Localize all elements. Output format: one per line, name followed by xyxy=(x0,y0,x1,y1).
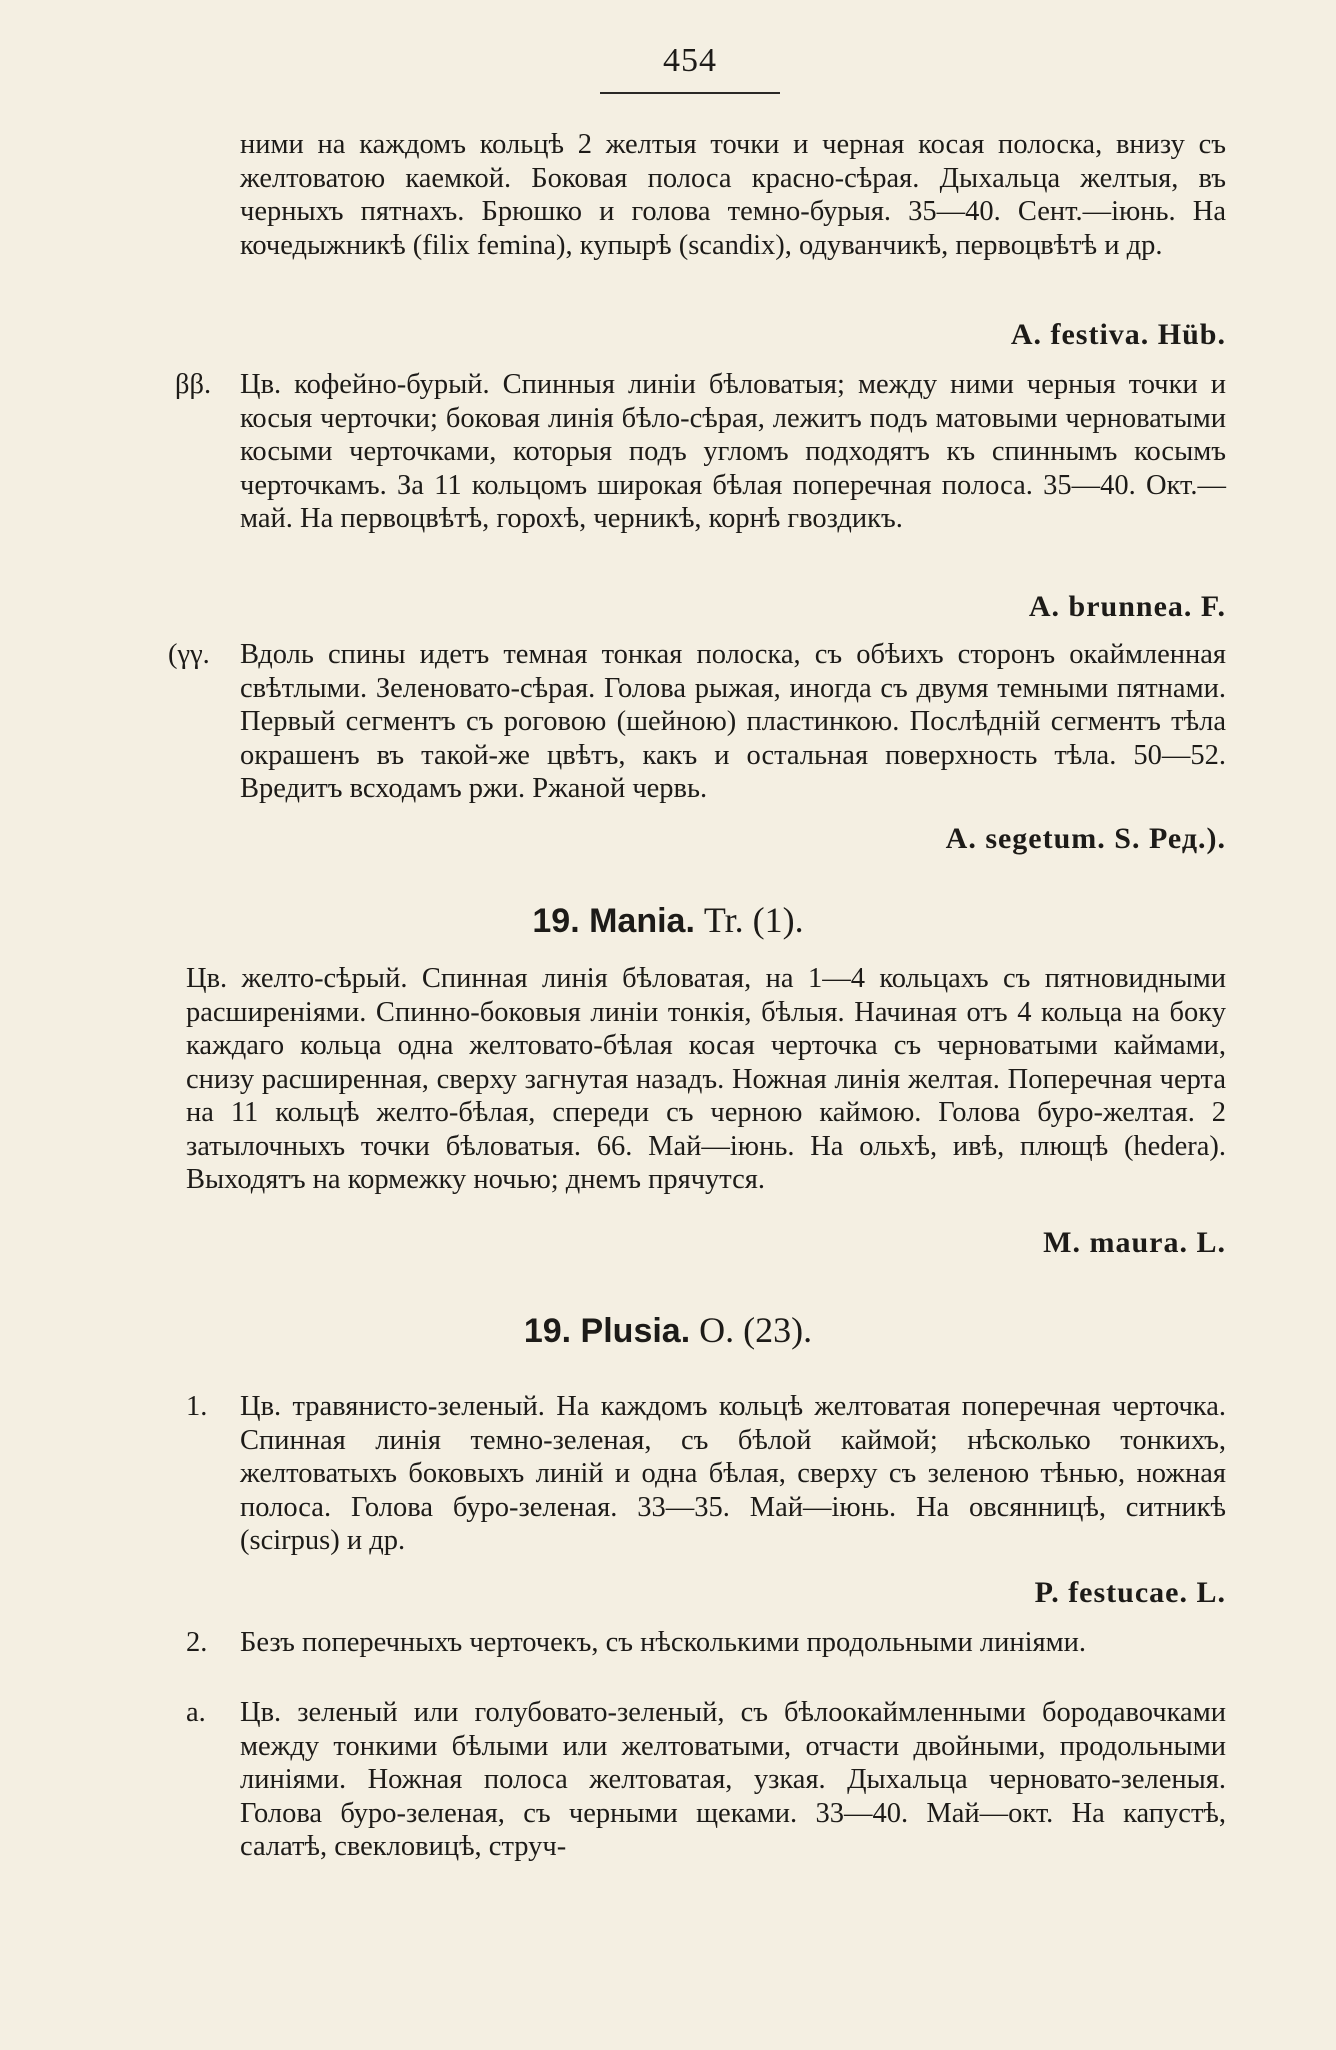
genus-author-count: Tr. (1). xyxy=(703,900,804,940)
paragraph-festucae: Цв. травянисто-зеленый. На каждомъ кольцѣ желтоватая поперечная черточка. Спинная линія темно-зеленая, съ бѣлой каймой; нѣсколько тонкихъ, желтоватыхъ боковыхъ линій и одна бѣлая, сверху съ зеленою тѣнью, ножная полоса. Голова буро-зеленая. 33—35. Май—іюнь. На овсянницѣ, ситникѣ (scirpus) и др. xyxy=(240,1391,1226,1556)
key-marker-bb: ββ. xyxy=(175,369,212,400)
page-number-rule xyxy=(600,92,780,94)
paragraph-brunnea: Цв. кофейно-бурый. Спинныя линіи бѣловатыя; между ними черныя точки и косыя черточки; боковая линія бѣло-сѣрая, лежитъ подъ матовыми черноватыми косыми черточками, которыя подъ угломъ подходятъ къ спиннымъ косымъ черточкамъ. За 11 кольцомъ широкая бѣлая поперечная полоса. 35—40. Окт.—май. На первоцвѣтѣ, горохѣ, черникѣ, корнѣ гвоздикъ. xyxy=(240,369,1226,534)
genus-heading-mania xyxy=(0,900,1336,941)
key-marker-a: a. xyxy=(186,1697,206,1728)
genus-author-count: O. (23). xyxy=(699,1310,813,1350)
paragraph-key-2: Безъ поперечныхъ черточекъ, съ нѣсколькими продольными линіями. xyxy=(240,1627,1087,1658)
paragraph-segetum: Вдоль спины идетъ темная тонкая полоска, съ обѣихъ сторонъ окаймленная свѣтлыми. Зеленовато-сѣрая. Голова рыжая, иногда съ двумя темными пятнами. Первый сегментъ съ роговою (шейною) пластинкою. Послѣдній сегментъ тѣла окрашенъ въ такой-же цвѣтъ, какъ и остальная поверхность тѣла. 50—52. Вредитъ всходамъ ржи. Ржаной червь. xyxy=(240,639,1226,804)
key-marker-1: 1. xyxy=(186,1391,208,1422)
genus-heading-plusia xyxy=(0,1310,1336,1351)
species-name-segetum: A. segetum. S. Ред.). xyxy=(945,822,1226,855)
page-number: 454 xyxy=(663,42,717,79)
paragraph-key-a: Цв. зеленый или голубовато-зеленый, съ бѣлоокаймленными бородавочками между тонкими бѣлыми или желтоватыми, отчасти двойными, продольными линіями. Ножная полоса желтоватая, узкая. Дыхальца черновато-зеленыя. Голова буро-зеленая, съ черными щеками. 33—40. Май—окт. На капустѣ, салатѣ, свекловицѣ, струч- xyxy=(240,1697,1226,1862)
species-name-festucae: P. festucae. L. xyxy=(1034,1576,1226,1609)
genus-name: 19. Mania. xyxy=(532,902,695,940)
paragraph-festiva: ними на каждомъ кольцѣ 2 желтыя точки и черная косая полоска, внизу съ желтоватою каемкой. Боковая полоса красно-сѣрая. Дыхальца желтыя, въ черныхъ пятнахъ. Брюшко и голова темно-бурыя. 35—40. Сент.—іюнь. На кочедыжникѣ (filix femina), купырѣ (scandix), одуванчикѣ, первоцвѣтѣ и др. xyxy=(240,129,1226,261)
paragraph-maura: Цв. желто-сѣрый. Спинная линія бѣловатая, на 1—4 кольцахъ съ пятновидными расширеніями. Спинно-боковыя линіи тонкія, бѣлыя. Начиная отъ 4 кольца на боку каждаго кольца одна желтовато-бѣлая косая черточка съ черноватыми каймами, снизу расширенная, сверху загнутая назадъ. Ножная линія желтая. Поперечная черта на 11 кольцѣ желто-бѣлая, спереди съ черною каймою. Голова буро-желтая. 2 затылочныхъ точки бѣловатыя. 66. Май—іюнь. На ольхѣ, ивѣ, плющѣ (hedera). Выходятъ на кормежку ночью; днемъ прячутся. xyxy=(186,963,1226,1195)
species-name-festiva: A. festiva. Hüb. xyxy=(1010,318,1226,351)
key-marker-2: 2. xyxy=(186,1627,208,1658)
species-name-brunnea: A. brunnea. F. xyxy=(1028,590,1226,623)
key-marker-gg: (γγ. xyxy=(168,639,210,670)
genus-name: 19. Plusia. xyxy=(523,1312,691,1350)
species-name-maura: M. maura. L. xyxy=(1043,1226,1226,1259)
